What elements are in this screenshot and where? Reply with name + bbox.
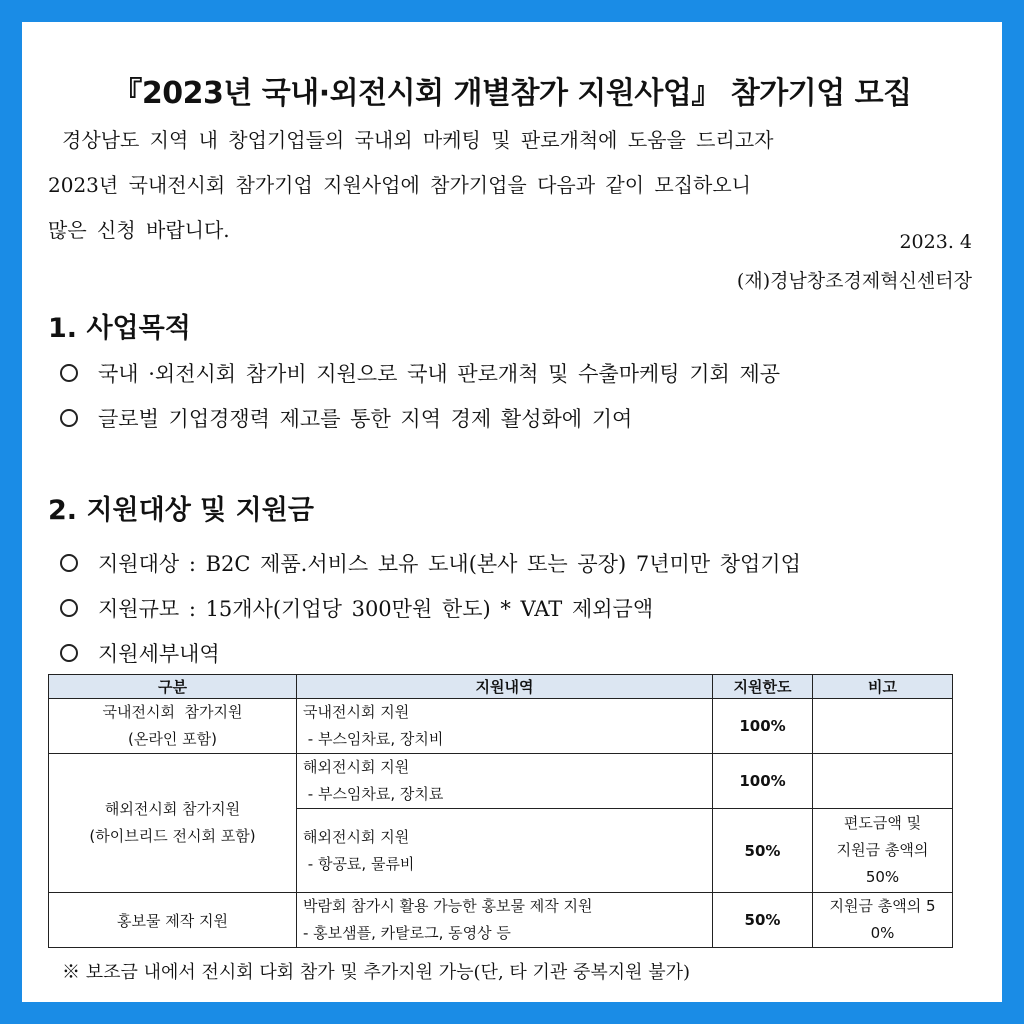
cell-line: 지원금 총액의: [836, 841, 929, 859]
note-cell: [813, 809, 953, 893]
note-cell: [813, 893, 953, 948]
category-cell: 홍보물 제작 지원: [49, 893, 297, 948]
cell-line: 국내전시회 참가지원: [102, 703, 243, 721]
cell-line: 편도금액 및: [843, 814, 922, 832]
limit-cell: 50%: [713, 893, 813, 948]
cell-line: 해외전시회 참가지원: [104, 800, 241, 818]
intro-paragraph: [48, 118, 978, 253]
list-item: [60, 540, 980, 585]
support-details-table: [48, 674, 953, 948]
cell-line: (하이브리드 전시회 포함): [89, 827, 256, 845]
cell-line: (온라인 포함): [128, 730, 217, 748]
table-row: [49, 754, 953, 809]
cell-line: - 부스임차료, 장치비: [303, 730, 444, 748]
column-header: 지원내역: [297, 675, 713, 699]
section-heading-support: 2. 지원대상 및 지원금: [48, 495, 314, 526]
cell-line: - 홍보샘플, 카탈로그, 동영상 등: [303, 924, 511, 942]
section-heading-purpose: 1. 사업목적: [48, 313, 191, 344]
category-cell: [49, 754, 297, 893]
limit-cell: 50%: [713, 809, 813, 893]
note-cell: [813, 699, 953, 754]
announcement-date: 2023. 4: [899, 231, 972, 253]
cell-line: 박람회 참가시 활용 가능한 홍보물 제작 지원: [303, 897, 593, 915]
circle-bullet-icon: [60, 554, 78, 572]
page-title: 『2023년 국내·외전시회 개별참가 지원사업』 참가기업 모집: [112, 76, 912, 111]
circle-bullet-icon: [60, 599, 78, 617]
cell-line: 50%: [865, 868, 900, 886]
purpose-list: [60, 350, 980, 440]
list-item: [60, 630, 980, 675]
support-list: [60, 540, 980, 675]
limit-cell: 100%: [713, 699, 813, 754]
circle-bullet-icon: [60, 364, 78, 382]
table-row: [49, 893, 953, 948]
detail-cell: [297, 809, 713, 893]
category-cell: [49, 699, 297, 754]
list-item: [60, 350, 980, 395]
list-item-text: 글로벌 기업경쟁력 제고를 통한 지역 경제 활성화에 기여: [98, 406, 633, 431]
organization-name: (재)경남창조경제혁신센터장: [736, 270, 972, 292]
cell-line: 0%: [870, 924, 895, 942]
table-row: [49, 699, 953, 754]
notice-page: [22, 22, 1002, 1002]
cell-line: 해외전시회 지원: [303, 827, 410, 846]
cell-line: - 부스임차료, 장치료: [303, 785, 444, 803]
cell-line: 국내전시회 지원: [303, 703, 410, 721]
column-header: 구분: [49, 675, 297, 699]
note-cell: [813, 754, 953, 809]
column-header: 비고: [813, 675, 953, 699]
circle-bullet-icon: [60, 409, 78, 427]
cell-line: 지원금 총액의 5: [829, 897, 936, 915]
intro-line: 경상남도 지역 내 창업기업들의 국내외 마케팅 및 판로개척에 도움을 드리고자: [62, 128, 774, 152]
detail-cell: [297, 699, 713, 754]
list-item: [60, 585, 980, 630]
column-header: 지원한도: [713, 675, 813, 699]
table-header-row: [49, 675, 953, 699]
list-item-text: 지원규모 : 15개사(기업당 300만원 한도) * VAT 제외금액: [98, 596, 654, 621]
list-item-text: 국내 ·외전시회 참가비 지원으로 국내 판로개척 및 수출마케팅 기회 제공: [98, 361, 781, 386]
footnote: ※ 보조금 내에서 전시회 다회 참가 및 추가지원 가능(단, 타 기관 중복지원 불가): [62, 962, 691, 983]
list-item: [60, 395, 980, 440]
detail-cell: [297, 893, 713, 948]
cell-line: 해외전시회 지원: [303, 758, 410, 776]
list-item-text: 지원대상 : B2C 제품.서비스 보유 도내(본사 또는 공장) 7년미만 창업기업: [98, 551, 801, 576]
list-item-text: 지원세부내역: [98, 641, 220, 666]
cell-line: - 항공료, 물류비: [303, 854, 415, 873]
circle-bullet-icon: [60, 644, 78, 662]
detail-cell: [297, 754, 713, 809]
limit-cell: 100%: [713, 754, 813, 809]
intro-line: 2023년 국내전시회 참가기업 지원사업에 참가기업을 다음과 같이 모집하오니: [48, 173, 751, 197]
intro-line: 많은 신청 바랍니다.: [48, 218, 230, 242]
